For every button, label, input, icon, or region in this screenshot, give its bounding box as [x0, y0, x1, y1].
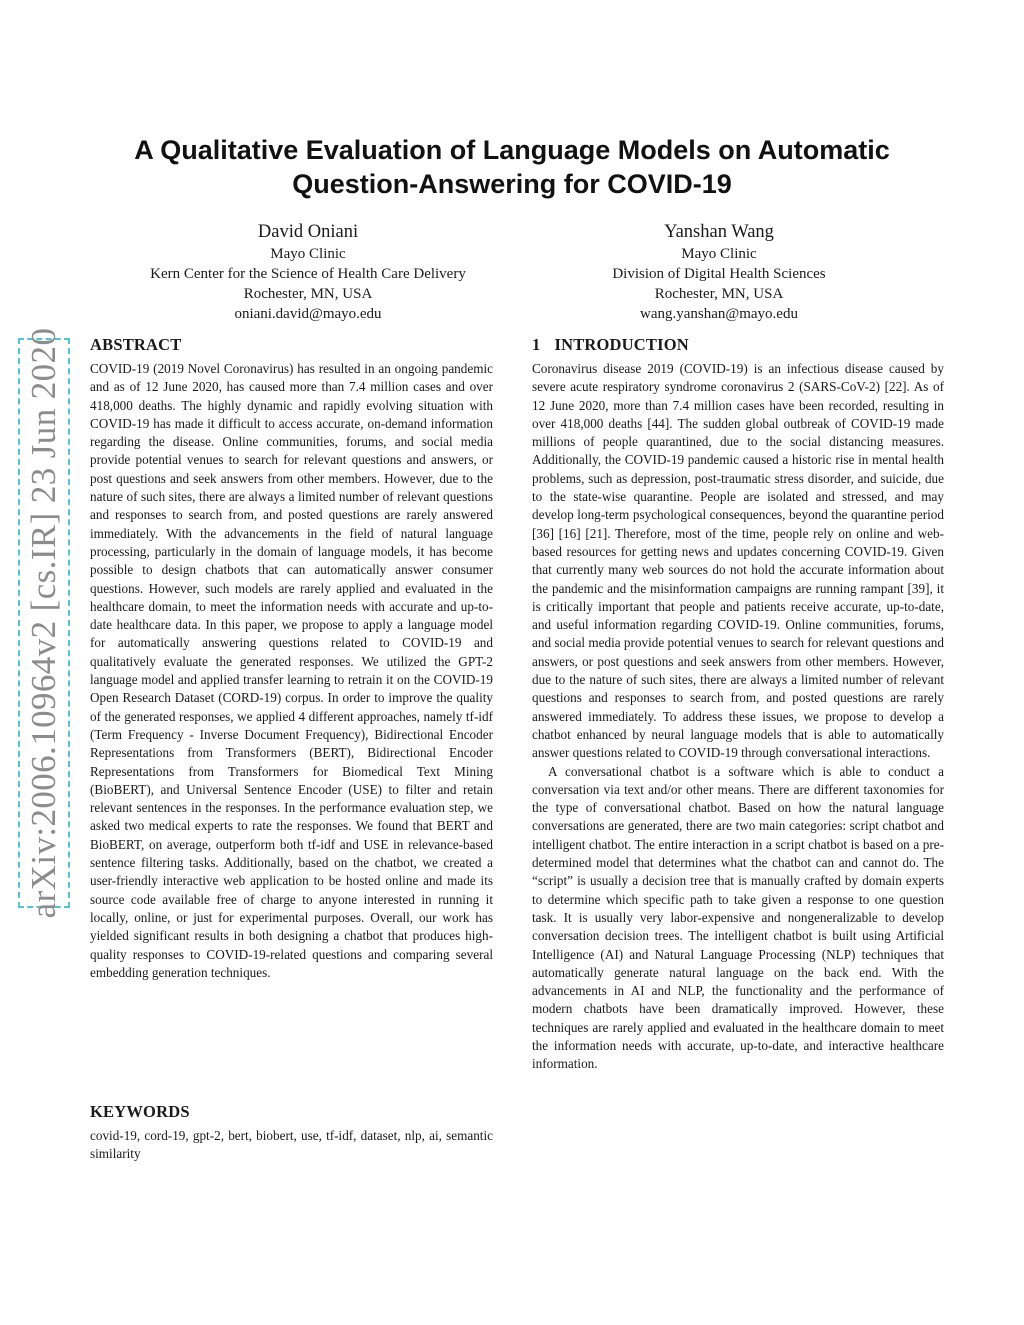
abstract-section — [90, 334, 493, 982]
author-block-1 — [110, 220, 506, 324]
arxiv-identifier: arXiv:2006.10964v2 [cs.IR] 23 Jun 2020 — [24, 327, 63, 919]
abstract-text: COVID-19 (2019 Novel Coronavirus) has resulted in an ongoing pandemic and as of 12 June 2020, has caused more than 7.4 million cases and over 418,000 deaths. The highly dynamic and rapidly evolving situation with COVID-19 has made it difficult to access accurate, on-demand information regarding the disease. Online communities, forums, and social media provide potential venues to search for relevant questions and answers, or post questions and seek answers from other members. However, due to the nature of such sites, there are always a limited number of relevant questions and responses to search from, and posted questions are rarely answered immediately. With the advancements in the field of natural language processing, particularly in the domain of language models, it has become possible to design chatbots that can automatically answer consumer questions. However, such models are rarely applied and evaluated in the healthcare domain, to meet the information needs with accurate and up-to-date healthcare data. In this paper, we propose to apply a language model for automatically answering questions related to COVID-19 and qualitatively evaluate the generated responses. We utilized the GPT-2 language model and applied transfer learning to retrain it on the COVID-19 Open Research Dataset (CORD-19) corpus. In order to improve the quality of the generated responses, we applied 4 different approaches, namely tf-idf (Term Frequency - Inverse Document Frequency), Bidirectional Encoder Representations from Transformers (BERT), Bidirectional Encoder Representations from Transformers for Biomedical Text Mining (BioBERT), and Universal Sentence Encoder (USE) to filter and retain relevant sentences in the responses. In the performance evaluation step, we asked two medical experts to rate the responses. We found that BERT and BioBERT, on average, outperform both tf-idf and USE in relevance-based sentence filtering tasks. Additionally, based on the chatbot, we created a user-friendly interactive web application to be hosted online and made its source code available free of charge to anyone interested in running it locally, online, or just for experimental purposes. Overall, our work has yielded significant results in both designing a chatbot that produces high-quality responses to COVID-19-related questions and comparing several embedding generation techniques. — [90, 361, 493, 980]
keywords-heading: KEYWORDS — [90, 1102, 190, 1121]
keywords-text: covid-19, cord-19, gpt-2, bert, biobert, use, tf-idf, dataset, nlp, ai, semantic similarity — [90, 1128, 493, 1162]
paper-title: A Qualitative Evaluation of Language Models on Automatic Question-Answering for COVID-19 — [134, 135, 890, 199]
author-name: Yanshan Wang — [664, 222, 774, 242]
introduction-heading — [532, 334, 944, 356]
introduction-section — [532, 334, 944, 1074]
intro-paragraph-2: A conversational chatbot is a software which is able to conduct a conversation via text and/or other means. There are different taxonomies for the type of conversational chatbot. Based on how the natural language conversations are generated, there are two main categories: script chatbot and intelligent chatbot. The entire interaction in a script chatbot is based on a pre-determined model that determines what the chatbot can and cannot do. The “script” is usually a decision tree that is manually crafted by domain experts to determine which specific path to take given a response to one question task. It is usually very labor-expensive and nongeneralizable to develop conversation decision trees. The intelligent chatbot is built using Artificial Intelligence (AI) and Natural Language Processing (NLP) techniques that automatically generate natural language on the back end. With the advancements in AI and NLP, the functionality and the performance of modern chatbots have been dramatically improved. However, these techniques are rarely applied and evaluated in the healthcare domain to meet the information needs with accurate, up-to-date, and interactive healthcare information. — [532, 763, 944, 1072]
author-email: wang.yanshan@mayo.edu — [640, 306, 798, 322]
author-block-2 — [560, 220, 878, 324]
author-affiliation: Mayo Clinic — [270, 246, 346, 262]
author-department: Kern Center for the Science of Health Care Delivery — [150, 266, 466, 282]
author-department: Division of Digital Health Sciences — [612, 266, 826, 282]
section-title: INTRODUCTION — [554, 335, 689, 354]
author-email: oniani.david@mayo.edu — [234, 306, 382, 322]
abstract-heading: ABSTRACT — [90, 335, 182, 354]
author-name: David Oniani — [257, 222, 359, 242]
section-number: 1 — [532, 335, 541, 354]
intro-paragraph-1: Coronavirus disease 2019 (COVID-19) is an infectious disease caused by severe acute respiratory syndrome coronavirus 2 (SARS-CoV-2) [22]. As of 12 June 2020, more than 7.4 million cases have been recorded, resulting in over 418,000 deaths [44]. The sudden global outbreak of COVID-19 made millions of people quarantined, due to the social distancing measures. Additionally, the COVID-19 pandemic caused a historic rise in mental health problems, such as depression, post-traumatic stress disorder, and suicide, due to the state-wise quarantine. People are isolated and stressed, and may develop long-term psychological consequences, beyond the quarantine period [36] [16] [21]. Therefore, most of the time, people rely on online and web-based resources for getting news and updates concerning COVID-19. Given that currently many web sources do not hold the accurate information about the pandemic and the misinformation campaigns are running rampant [39], it is critically important that people and patients receive accurate, up-to-date, and useful information regarding COVID-19. Online communities, forums, and social media provide potential venues to search for relevant questions and answers, or post questions and seek answers from other members. However, due to the nature of such sites, there are always a limited number of relevant questions and responses to search from, and posted questions are rarely answered immediately. To address these issues, we propose to develop a chatbot enhanced by neural language models that is able to automatically answer questions related to COVID-19 through conversational interactions. — [532, 361, 944, 761]
author-location: Rochester, MN, USA — [654, 286, 784, 302]
keywords-section — [90, 1101, 493, 1164]
author-location: Rochester, MN, USA — [243, 286, 373, 302]
author-affiliation: Mayo Clinic — [681, 246, 757, 262]
